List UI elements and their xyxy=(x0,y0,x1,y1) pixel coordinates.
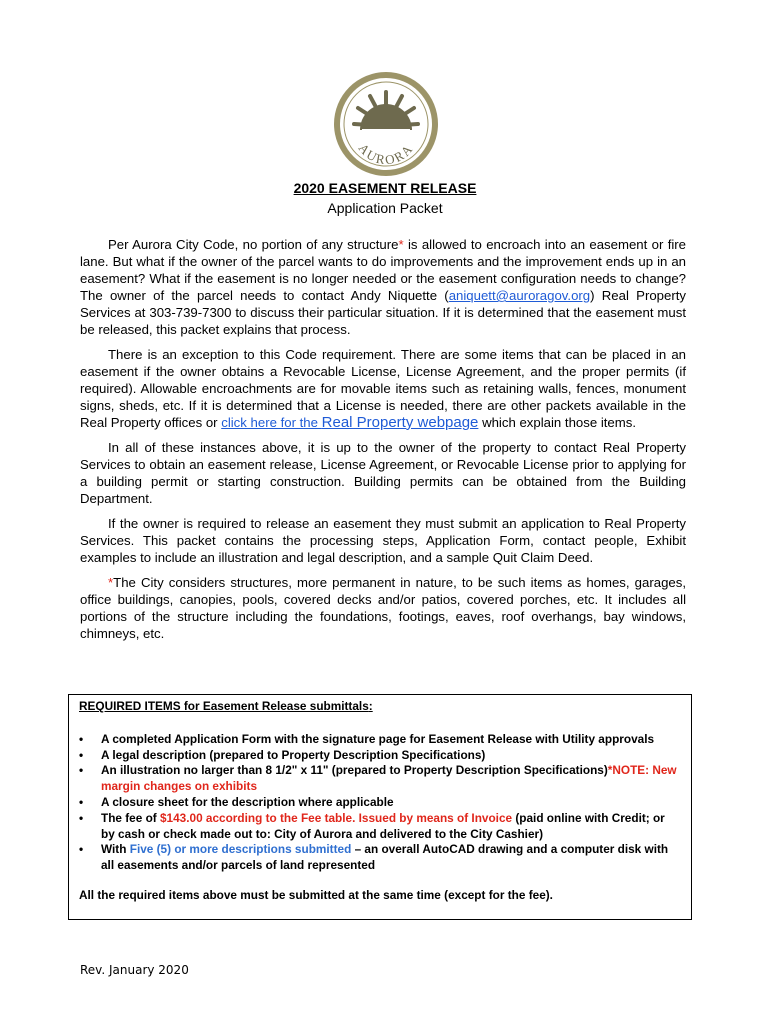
list-item: • A legal description (prepared to Property Description Specifications) xyxy=(79,747,486,762)
logo-text: AURORA xyxy=(355,140,417,168)
paragraph-5: *The City considers structures, more permanent in nature, to be such items as homes, garages, office buildings, canopies, pools, covered decks and/or patios, covered porches, etc. It includes all portions of the structure including the foundations, footings, eaves, roof overhangs, bay windows, chimneys, etc. xyxy=(80,575,686,641)
document-subtitle: Application Packet xyxy=(327,200,443,216)
real-property-link[interactable]: click here for the Real Property webpage xyxy=(221,414,479,431)
paragraph-2: There is an exception to this Code requirement. There are some items that can be placed in an easement if the owner obtains a Revocable License, License Agreement, and the proper permits (if required). Allowable encroachments are for movable items such as retaining walls, fences, monument signs, sheds, etc. If it is determined that a License is needed, there are other packets available in the Real Property offices or click here for the Real Property webpage which explain those items. xyxy=(80,347,686,431)
paragraph-1: Per Aurora City Code, no portion of any structure* is allowed to encroach into an easement or fire lane. But what if the owner of the parcel wants to do improvements and the improvement ends up in an easement? What if the easement is no longer needed or the easement configuration needs to change? The owner of the parcel needs to contact Andy Niquette (aniquett@auroragov.org) Real Property Services at 303-739-7300 to discuss their particular situation. If it is determined that the easement must be released, this packet explains that process. xyxy=(80,237,687,337)
list-item: • An illustration no larger than 8 1/2" x 11" (prepared to Property Description Specifications)*NOTE: New margin changes on exhibits xyxy=(79,763,677,794)
revision-footer: Rev. January 2020 xyxy=(80,963,189,977)
paragraph-4: If the owner is required to release an easement they must submit an application to Real Property Services. This packet contains the processing steps, Application Form, contact people, Exhibit examples to include an illustration and legal description, and a sample Quit Claim Deed. xyxy=(80,516,686,565)
email-link[interactable]: aniquett@auroragov.org xyxy=(448,288,591,303)
list-item: • With Five (5) or more descriptions submitted – an overall AutoCAD drawing and a computer disk with all easements and/or parcels of land represented xyxy=(79,842,669,873)
required-items-box xyxy=(68,694,692,920)
required-items-footer: All the required items above must be submitted at the same time (except for the fee). xyxy=(79,887,553,902)
required-items-list xyxy=(79,732,681,874)
aurora-logo xyxy=(332,70,440,178)
list-item: • The fee of $143.00 according to the Fee table. Issued by means of Invoice (paid online with Credit; or by cash or check made out to: City of Aurora and delivered to the City Cashier) xyxy=(79,810,665,841)
required-items-header: REQUIRED ITEMS for Easement Release submittals: xyxy=(79,699,373,713)
document-title: 2020 EASEMENT RELEASE xyxy=(293,180,477,196)
list-item: • A closure sheet for the description where applicable xyxy=(79,794,394,809)
paragraph-3: In all of these instances above, it is up to the owner of the property to contact Real Property Services to obtain an easement release, License Agreement, or Revocable License prior to applying for a building permit or starting construction. Building permits can be obtained from the Building Department. xyxy=(80,440,686,506)
body-text xyxy=(80,236,686,650)
list-item: • A completed Application Form with the signature page for Easement Release with Utility approvals xyxy=(79,731,655,746)
